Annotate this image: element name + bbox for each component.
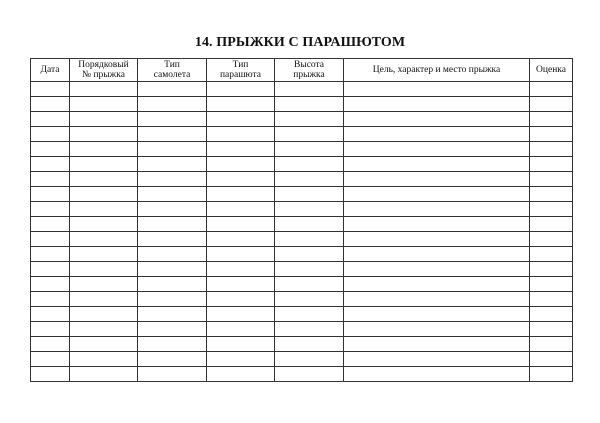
table-cell — [530, 82, 573, 97]
table-cell — [70, 97, 138, 112]
table-cell — [138, 232, 207, 247]
table-cell — [138, 352, 207, 367]
table-cell — [138, 82, 207, 97]
table-cell — [70, 262, 138, 277]
table-cell — [530, 247, 573, 262]
table-row — [31, 217, 573, 232]
table-cell — [138, 127, 207, 142]
table-cell — [344, 292, 530, 307]
table-cell — [138, 142, 207, 157]
table-body — [31, 82, 573, 382]
table-cell — [138, 247, 207, 262]
table-cell — [530, 232, 573, 247]
table-cell — [275, 262, 344, 277]
table-cell — [31, 157, 70, 172]
table-cell — [530, 187, 573, 202]
table-cell — [530, 337, 573, 352]
table-cell — [138, 112, 207, 127]
column-header-grade — [530, 59, 573, 82]
table-row — [31, 247, 573, 262]
table-cell — [530, 97, 573, 112]
table-cell — [275, 277, 344, 292]
table-cell — [275, 142, 344, 157]
table-row — [31, 352, 573, 367]
table-cell — [138, 172, 207, 187]
column-header-line: Дата — [40, 65, 60, 75]
column-header-line: № прыжка — [82, 70, 125, 80]
table-cell — [70, 187, 138, 202]
table-cell — [31, 142, 70, 157]
table-cell — [530, 172, 573, 187]
table-cell — [31, 217, 70, 232]
table-row — [31, 112, 573, 127]
table-row — [31, 127, 573, 142]
table-cell — [31, 322, 70, 337]
table-cell — [70, 112, 138, 127]
table-cell — [138, 157, 207, 172]
table-cell — [207, 352, 275, 367]
table-cell — [344, 232, 530, 247]
table-row — [31, 322, 573, 337]
table-row — [31, 232, 573, 247]
table-cell — [275, 202, 344, 217]
table-row — [31, 157, 573, 172]
table-cell — [138, 97, 207, 112]
table-cell — [275, 337, 344, 352]
table-cell — [207, 97, 275, 112]
table-row — [31, 202, 573, 217]
table-header-row — [31, 59, 573, 82]
table-cell — [70, 322, 138, 337]
table-cell — [530, 367, 573, 382]
table-cell — [344, 127, 530, 142]
table-cell — [275, 127, 344, 142]
table-cell — [70, 367, 138, 382]
table-cell — [70, 247, 138, 262]
table-cell — [207, 262, 275, 277]
table-cell — [207, 247, 275, 262]
table-cell — [31, 277, 70, 292]
column-header-line: прыжка — [293, 70, 325, 80]
column-header-purpose — [344, 59, 530, 82]
table-cell — [344, 247, 530, 262]
table-cell — [207, 217, 275, 232]
table-cell — [207, 307, 275, 322]
table-cell — [530, 112, 573, 127]
table-cell — [70, 232, 138, 247]
table-cell — [344, 322, 530, 337]
table-row — [31, 172, 573, 187]
table-cell — [70, 352, 138, 367]
table-cell — [207, 112, 275, 127]
table-cell — [70, 337, 138, 352]
table-cell — [344, 187, 530, 202]
table-cell — [138, 187, 207, 202]
table-cell — [275, 232, 344, 247]
table-cell — [31, 97, 70, 112]
column-header-line: Оценка — [536, 65, 566, 75]
table-cell — [207, 157, 275, 172]
table-cell — [31, 232, 70, 247]
table-cell — [138, 262, 207, 277]
table-cell — [207, 172, 275, 187]
table-cell — [70, 172, 138, 187]
column-header-parachute-type — [207, 59, 275, 82]
table-cell — [530, 157, 573, 172]
table-cell — [207, 187, 275, 202]
table-cell — [138, 322, 207, 337]
table-cell — [530, 127, 573, 142]
table-cell — [275, 82, 344, 97]
table-row — [31, 307, 573, 322]
table-cell — [344, 307, 530, 322]
table-cell — [31, 112, 70, 127]
table-cell — [70, 202, 138, 217]
table-cell — [138, 292, 207, 307]
table-cell — [275, 172, 344, 187]
table-row — [31, 292, 573, 307]
column-header-line: Тип — [232, 60, 249, 70]
table-cell — [275, 187, 344, 202]
table-cell — [31, 82, 70, 97]
table-cell — [31, 292, 70, 307]
table-cell — [344, 217, 530, 232]
table-cell — [344, 97, 530, 112]
table-row — [31, 97, 573, 112]
table-cell — [275, 292, 344, 307]
table-cell — [207, 202, 275, 217]
table-cell — [344, 337, 530, 352]
column-header-line: самолета — [153, 70, 191, 80]
table-cell — [344, 202, 530, 217]
table-cell — [344, 157, 530, 172]
table-cell — [275, 307, 344, 322]
table-cell — [70, 277, 138, 292]
table-cell — [138, 337, 207, 352]
table-cell — [207, 292, 275, 307]
column-header-line: Тип — [164, 60, 180, 70]
table-cell — [31, 337, 70, 352]
table-cell — [138, 277, 207, 292]
column-header-line: Цель, характер и место прыжка — [372, 65, 501, 75]
table-row — [31, 367, 573, 382]
table-cell — [31, 262, 70, 277]
table-cell — [275, 217, 344, 232]
table-cell — [207, 142, 275, 157]
column-header-line: Порядковый — [78, 60, 129, 70]
table-cell — [70, 292, 138, 307]
table-cell — [530, 322, 573, 337]
table-cell — [275, 322, 344, 337]
table-cell — [344, 172, 530, 187]
table-row — [31, 82, 573, 97]
table-cell — [31, 172, 70, 187]
table-cell — [138, 367, 207, 382]
table-cell — [275, 157, 344, 172]
table-cell — [530, 202, 573, 217]
table-cell — [530, 142, 573, 157]
column-header-jump-altitude — [275, 59, 344, 82]
table-row — [31, 187, 573, 202]
parachute-jumps-table — [30, 58, 573, 382]
table-cell — [275, 97, 344, 112]
table-cell — [207, 337, 275, 352]
table-cell — [70, 142, 138, 157]
table-cell — [344, 367, 530, 382]
table-cell — [530, 307, 573, 322]
column-header-aircraft-type — [138, 59, 207, 82]
table-cell — [275, 352, 344, 367]
table-cell — [207, 367, 275, 382]
table-row — [31, 142, 573, 157]
table-cell — [207, 322, 275, 337]
column-header-date — [31, 59, 70, 82]
table-cell — [344, 277, 530, 292]
table-cell — [530, 217, 573, 232]
table-row — [31, 277, 573, 292]
table-cell — [530, 277, 573, 292]
column-header-line: парашюта — [219, 70, 262, 80]
table-cell — [275, 367, 344, 382]
table-cell — [344, 352, 530, 367]
table-cell — [138, 217, 207, 232]
table-cell — [31, 352, 70, 367]
table-cell — [31, 187, 70, 202]
table-cell — [70, 157, 138, 172]
table-cell — [207, 277, 275, 292]
table-cell — [70, 82, 138, 97]
table-cell — [207, 127, 275, 142]
table-cell — [31, 247, 70, 262]
table-cell — [344, 262, 530, 277]
table-cell — [530, 352, 573, 367]
table-cell — [31, 307, 70, 322]
table-cell — [138, 202, 207, 217]
table-cell — [31, 127, 70, 142]
column-header-line: Высота — [293, 60, 325, 70]
table-cell — [344, 112, 530, 127]
table-cell — [70, 217, 138, 232]
table-cell — [275, 112, 344, 127]
table-cell — [207, 82, 275, 97]
column-header-jump-number — [70, 59, 138, 82]
table-cell — [207, 232, 275, 247]
table-cell — [530, 262, 573, 277]
table-cell — [344, 82, 530, 97]
table-cell — [70, 307, 138, 322]
table-cell — [31, 367, 70, 382]
table-cell — [31, 202, 70, 217]
page-title: 14. ПРЫЖКИ С ПАРАШЮТОМ — [194, 35, 406, 50]
table-cell — [70, 127, 138, 142]
table-row — [31, 262, 573, 277]
table-cell — [530, 292, 573, 307]
table-cell — [275, 247, 344, 262]
table-cell — [138, 307, 207, 322]
table-row — [31, 337, 573, 352]
table-cell — [344, 142, 530, 157]
